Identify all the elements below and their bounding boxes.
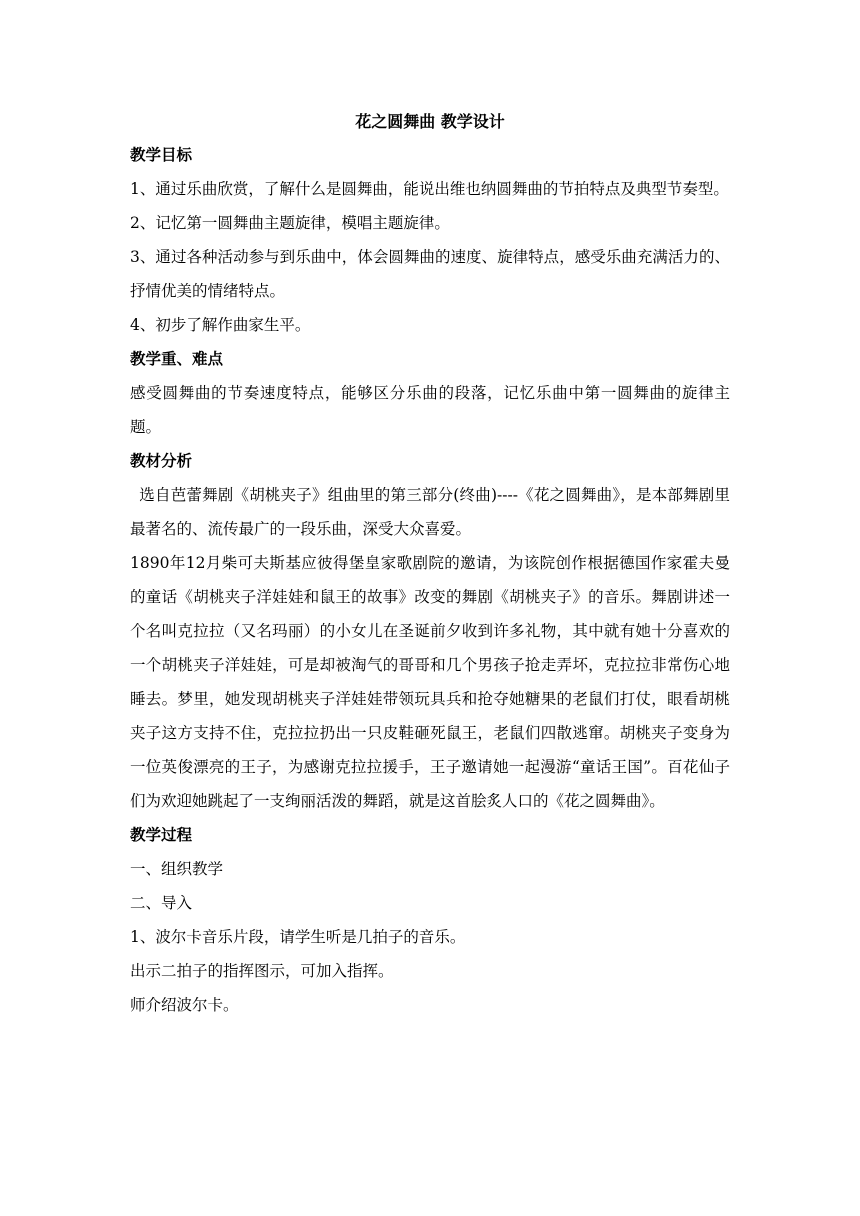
objectives-heading: 教学目标 <box>130 145 193 164</box>
key-points-heading: 教学重、难点 <box>130 349 224 368</box>
document-body <box>130 106 730 1022</box>
process-line-3: 1、波尔卡音乐片段，请学生听是几拍子的音乐。 <box>130 928 466 946</box>
objective-item-2: 2、记忆第一圆舞曲主题旋律，模唱主题旋律。 <box>130 214 450 232</box>
process-line-2: 二、导入 <box>130 894 193 912</box>
objective-item-1: 1、通过乐曲欣赏，了解什么是圆舞曲，能说出维也纳圆舞曲的节拍特点及典型节奏型。 <box>130 180 729 198</box>
process-line-4: 出示二拍子的指挥图示，可加入指挥。 <box>130 962 394 980</box>
material-paragraph-1: 选自芭蕾舞剧《胡桃夹子》组曲里的第三部分(终曲)----《花之圆舞曲》，是本部舞剧里最著名的、流传最广的一段乐曲，深受大众喜爱。 <box>130 486 730 538</box>
document-title: 花之圆舞曲 教学设计 <box>355 112 505 131</box>
process-line-1: 一、组织教学 <box>130 860 224 878</box>
material-paragraph-2: 1890年12月柴可夫斯基应彼得堡皇家歌剧院的邀请，为该院创作根据德国作家霍夫曼的童话《胡桃夹子洋娃娃和鼠王的故事》改变的舞剧《胡桃夹子》的音乐。舞剧讲述一个名叫克拉拉（又名玛丽）的小女儿在圣诞前夕收到许多礼物，其中就有她十分喜欢的一个胡桃夹子洋娃娃，可是却被淘气的哥哥和几个男孩子抢走弄坏，克拉拉非常伤心地睡去。梦里，她发现胡桃夹子洋娃娃带领玩具兵和抢夺她糖果的老鼠们打仗，眼看胡桃夹子这方支持不住，克拉拉扔出一只皮鞋砸死鼠王，老鼠们四散逃窜。胡桃夹子变身为一位英俊漂亮的王子，为感谢克拉拉援手，王子邀请她一起漫游“童话王国”。百花仙子们为欢迎她跳起了一支绚丽活泼的舞蹈，就是这首脍炙人口的《花之圆舞曲》。 <box>130 554 730 810</box>
material-heading: 教材分析 <box>130 451 193 470</box>
process-line-5: 师介绍波尔卡。 <box>130 996 239 1014</box>
objective-item-4: 4、初步了解作曲家生平。 <box>130 316 311 334</box>
objective-item-3: 3、通过各种活动参与到乐曲中，体会圆舞曲的速度、旋律特点，感受乐曲充满活力的、抒情优美的情绪特点。 <box>130 248 730 300</box>
key-points-text: 感受圆舞曲的节奏速度特点，能够区分乐曲的段落，记忆乐曲中第一圆舞曲的旋律主题。 <box>130 384 730 436</box>
process-heading: 教学过程 <box>130 825 193 844</box>
